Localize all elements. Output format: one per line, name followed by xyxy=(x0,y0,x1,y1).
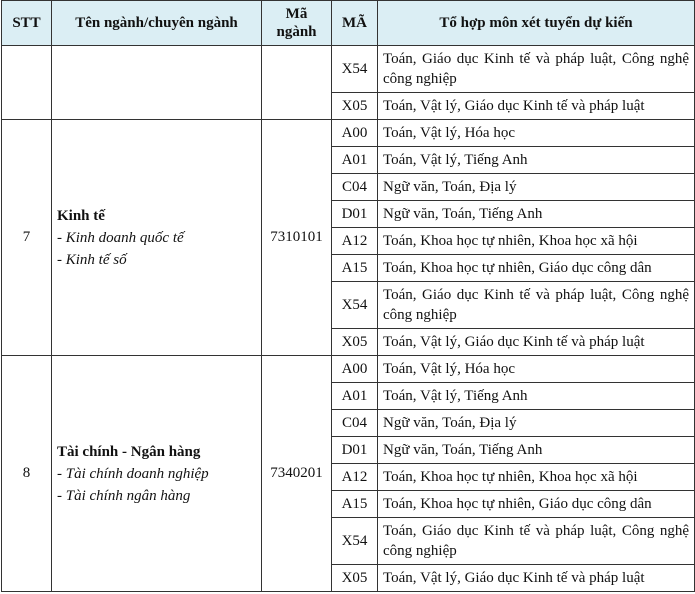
subject-combo: Toán, Vật lý, Giáo dục Kinh tế và pháp luật xyxy=(378,329,695,356)
subject-code: X54 xyxy=(332,518,378,565)
code-cell xyxy=(262,46,332,120)
specialization: - Kinh doanh quốc tế xyxy=(57,229,184,246)
major-cell xyxy=(52,120,262,356)
subject-combo: Toán, Vật lý, Giáo dục Kinh tế và pháp luật xyxy=(378,93,695,120)
header-code-line2: ngành xyxy=(276,24,317,40)
specialization: - Tài chính doanh nghiệp xyxy=(57,465,209,482)
major-title: Kinh tế xyxy=(57,207,105,224)
subject-code: A01 xyxy=(332,147,378,174)
subject-code: X54 xyxy=(332,282,378,329)
subject-combo: Toán, Vật lý, Giáo dục Kinh tế và pháp luật xyxy=(378,565,695,592)
subject-combo: Toán, Khoa học tự nhiên, Khoa học xã hội xyxy=(378,464,695,491)
subject-code: A15 xyxy=(332,491,378,518)
subject-code: A00 xyxy=(332,120,378,147)
subject-combo: Toán, Khoa học tự nhiên, Giáo dục công dân xyxy=(378,491,695,518)
subject-code: X54 xyxy=(332,46,378,93)
header-major: Tên ngành/chuyên ngành xyxy=(52,1,262,46)
stt-cell: 8 xyxy=(2,356,52,592)
subject-code: A12 xyxy=(332,464,378,491)
subject-code: X05 xyxy=(332,565,378,592)
subject-combo: Ngữ văn, Toán, Tiếng Anh xyxy=(378,437,695,464)
header-ma: MÃ xyxy=(332,1,378,46)
header-row xyxy=(2,1,695,46)
header-stt: STT xyxy=(2,1,52,46)
subject-combo: Toán, Giáo dục Kinh tế và pháp luật, Công nghệ công nghiệp xyxy=(378,46,695,93)
subject-combo: Toán, Vật lý, Hóa học xyxy=(378,356,695,383)
major-cell xyxy=(52,356,262,592)
subject-combo: Ngữ văn, Toán, Địa lý xyxy=(378,410,695,437)
header-combo: Tổ hợp môn xét tuyển dự kiến xyxy=(378,1,695,46)
subject-combo: Ngữ văn, Toán, Địa lý xyxy=(378,174,695,201)
major-cell xyxy=(52,46,262,120)
subject-code: D01 xyxy=(332,201,378,228)
table-row xyxy=(2,46,695,93)
subject-code: X05 xyxy=(332,93,378,120)
subject-code: C04 xyxy=(332,174,378,201)
specialization: - Kinh tế số xyxy=(57,251,127,268)
stt-cell: 7 xyxy=(2,120,52,356)
subject-combo: Toán, Giáo dục Kinh tế và pháp luật, Công nghệ công nghiệp xyxy=(378,518,695,565)
stt-cell xyxy=(2,46,52,120)
code-cell: 7340201 xyxy=(262,356,332,592)
subject-code: D01 xyxy=(332,437,378,464)
table-row xyxy=(2,356,695,383)
subject-combo: Toán, Giáo dục Kinh tế và pháp luật, Công nghệ công nghiệp xyxy=(378,282,695,329)
subject-combo: Toán, Khoa học tự nhiên, Giáo dục công dân xyxy=(378,255,695,282)
major-title: Tài chính - Ngân hàng xyxy=(57,443,201,460)
subject-code: X05 xyxy=(332,329,378,356)
code-cell: 7310101 xyxy=(262,120,332,356)
header-code-line1: Mã xyxy=(285,6,308,22)
specialization: - Tài chính ngân hàng xyxy=(57,487,191,504)
table-row xyxy=(2,120,695,147)
subject-combo: Toán, Vật lý, Hóa học xyxy=(378,120,695,147)
subject-code: A12 xyxy=(332,228,378,255)
subject-code: A01 xyxy=(332,383,378,410)
admission-table xyxy=(1,0,695,592)
subject-code: C04 xyxy=(332,410,378,437)
subject-combo: Toán, Vật lý, Tiếng Anh xyxy=(378,147,695,174)
header-code xyxy=(262,1,332,46)
subject-combo: Toán, Vật lý, Tiếng Anh xyxy=(378,383,695,410)
subject-combo: Toán, Khoa học tự nhiên, Khoa học xã hội xyxy=(378,228,695,255)
subject-combo: Ngữ văn, Toán, Tiếng Anh xyxy=(378,201,695,228)
subject-code: A15 xyxy=(332,255,378,282)
subject-code: A00 xyxy=(332,356,378,383)
